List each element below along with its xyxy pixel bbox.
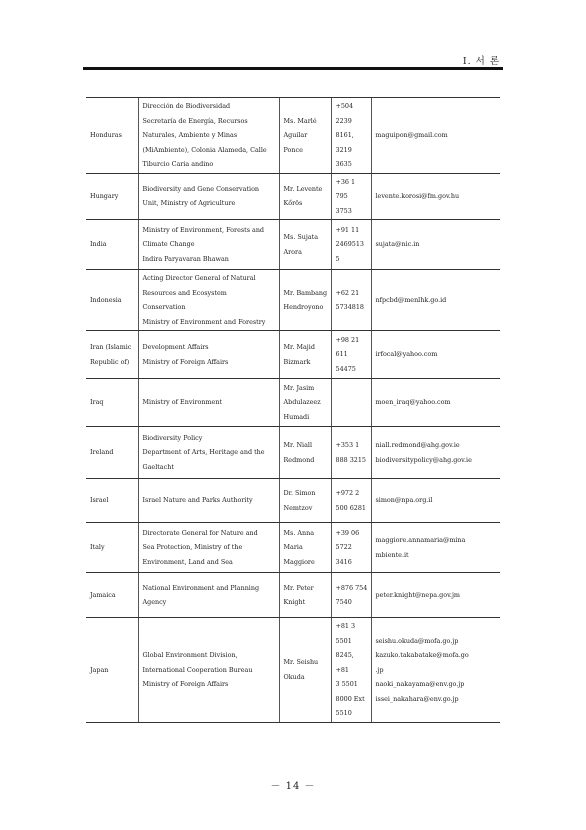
institution-line: Unit, Ministry of Agriculture [142, 199, 236, 208]
email-line: maggiore.annamaria@mina [375, 536, 466, 544]
email-cell [371, 427, 500, 479]
contact-name-cell [279, 331, 331, 379]
email-line: irfocal@yahoo.com [375, 350, 438, 359]
institution-line: Department of Arts, Heritage and the [142, 448, 265, 457]
institution-line: Resources and Ecosystem [142, 288, 227, 297]
email-line: nfpcbd@menlhk.go.id [375, 295, 447, 304]
phone-line: 7540 [335, 598, 352, 606]
phone-line: +39 06 [335, 528, 360, 537]
contact-name-cell [279, 379, 331, 427]
institution-line: National Environment and Planning [142, 583, 260, 592]
chapter-header: I. 서 론 [462, 56, 500, 67]
email-cell [371, 270, 500, 331]
phone-line: +876 754 [335, 583, 368, 592]
contact-name-line: Hendroyono [283, 303, 324, 311]
contact-name-line: Ms. Marlé [283, 116, 317, 125]
email-cell [371, 479, 500, 523]
phone-cell [331, 573, 371, 618]
contact-name-line: Abdulazeez [283, 398, 321, 407]
phone-line: 8000 Ext [335, 694, 365, 703]
email-line: levente.korosi@fm.gov.hu [375, 192, 460, 200]
institution-line: Ministry of Environment [142, 398, 223, 407]
country-cell: Italy [86, 523, 138, 573]
institution-cell [138, 98, 279, 174]
contact-name-line: Ms. Sujata [283, 233, 319, 241]
email-line: maguipon@gmail.com [375, 131, 448, 139]
phone-line: +98 21 [335, 335, 360, 344]
table-row [86, 270, 500, 331]
header-rule [83, 67, 503, 70]
email-cell [371, 618, 500, 723]
institution-cell [138, 173, 279, 220]
contact-name-cell [279, 98, 331, 174]
institution-line: Ministry of Environment, Forests and [142, 225, 265, 234]
country-line: Iran (Islamic [90, 343, 132, 351]
country-line: Republic of) [90, 357, 130, 366]
email-line: sujata@nic.in [375, 240, 420, 249]
institution-line: Development Affairs [142, 343, 209, 351]
contact-name-line: Ponce [283, 145, 303, 154]
email-cell [371, 220, 500, 270]
phone-line: 5734818 [335, 303, 364, 311]
phone-line: 24695135 [335, 240, 364, 263]
institution-line: Israel Nature and Parks Authority [142, 496, 253, 505]
institution-line: Ministry of Foreign Affairs [142, 680, 229, 688]
phone-line: 5501 [335, 636, 352, 645]
institution-line: Sea Protection, Ministry of the [142, 543, 243, 552]
institution-line: Secretaría de Energía, Recursos [142, 116, 248, 125]
email-cell [371, 173, 500, 220]
email-cell [371, 523, 500, 573]
contact-name-cell [279, 618, 331, 723]
contact-name-line: Mr. Seishu [283, 658, 319, 667]
phone-cell [331, 98, 371, 174]
table-row [86, 98, 500, 174]
phone-line: 3219 3635 [335, 145, 352, 168]
phone-line: +972 2 [335, 489, 360, 497]
institution-cell [138, 220, 279, 270]
table-row [86, 427, 500, 479]
phone-line: 5510 [335, 709, 352, 717]
contact-name-line: Maggiore [283, 557, 315, 566]
institution-cell [138, 379, 279, 427]
contact-name-line: Arora [283, 247, 302, 256]
contact-name-line: Nemtzov [283, 503, 313, 512]
phone-cell [331, 427, 371, 479]
country-cell: Indonesia [86, 270, 138, 331]
institution-line: International Cooperation Bureau [142, 665, 253, 674]
contact-name-cell [279, 427, 331, 479]
institution-line: Directorate General for Nature and [142, 528, 258, 537]
country-cell: Japan [86, 618, 138, 723]
phone-line: 8245, +81 [335, 651, 354, 674]
table-row [86, 331, 500, 379]
email-line: moen_iraq@yahoo.com [375, 398, 451, 407]
contact-name-line: Aguilar [283, 131, 308, 139]
institution-line: Conservation [142, 303, 186, 311]
contact-name-line: Mr. Levente [283, 184, 323, 193]
contact-name-line: Mr. Niall [283, 441, 312, 449]
contact-name-cell [279, 173, 331, 220]
phone-line: 3 5501 [335, 680, 358, 688]
institution-cell [138, 331, 279, 379]
institution-cell [138, 270, 279, 331]
phone-cell [331, 331, 371, 379]
institution-line: Environment, Land and Sea [142, 557, 233, 566]
institution-line: Ministry of Foreign Affairs [142, 357, 229, 366]
email-line: naoki_nakayama@env.go.jp [375, 680, 465, 688]
phone-line: 888 3215 [335, 455, 366, 464]
contact-name-line: Mr. Jasim [283, 383, 315, 392]
institution-cell [138, 479, 279, 523]
institution-line: Dirección de Biodiversidad [142, 102, 231, 110]
institution-cell [138, 573, 279, 618]
institution-line: Gaeltacht [142, 462, 174, 471]
contacts-table [86, 97, 500, 723]
phone-line: 611 54475 [335, 350, 356, 373]
institution-line: Agency [142, 598, 167, 606]
phone-line: +353 1 [335, 441, 360, 449]
phone-line: 3753 [335, 206, 352, 215]
table-row [86, 479, 500, 523]
email-line: issei_nakahara@env.go.jp [375, 694, 459, 703]
institution-cell [138, 427, 279, 479]
table-row [86, 618, 500, 723]
phone-cell [331, 479, 371, 523]
country-cell: Hungary [86, 173, 138, 220]
institution-line: Biodiversity Policy [142, 433, 203, 442]
contact-name-cell [279, 479, 331, 523]
country-cell [86, 331, 138, 379]
table-row [86, 573, 500, 618]
contact-name-cell [279, 523, 331, 573]
institution-line: Indira Paryavaran Bhawan [142, 254, 229, 263]
phone-cell [331, 270, 371, 331]
email-line: niall.redmond@ahg.gov.ie [375, 441, 460, 449]
contact-name-cell [279, 270, 331, 331]
phone-line: +81 3 [335, 622, 356, 630]
contact-name-cell [279, 220, 331, 270]
table-row [86, 220, 500, 270]
country-cell: Iraq [86, 379, 138, 427]
institution-cell [138, 523, 279, 573]
country-cell: Israel [86, 479, 138, 523]
contact-name-line: Redmond [283, 455, 315, 464]
institution-line: Biodiversity and Gene Conservation [142, 184, 260, 193]
institution-line: Global Environment Division, [142, 651, 238, 659]
phone-line: 5722 3416 [335, 543, 352, 566]
contact-name-line: Mr. Bambang [283, 288, 328, 297]
email-line: simon@npa.org.il [375, 496, 433, 505]
contact-name-line: Bizmark [283, 357, 311, 366]
contact-name-line: Okuda [283, 672, 305, 681]
phone-line: +62 21 [335, 288, 360, 297]
email-cell [371, 331, 500, 379]
country-cell: Ireland [86, 427, 138, 479]
country-cell: India [86, 220, 138, 270]
institution-line: Climate Change [142, 240, 195, 249]
phone-line: 8161, [335, 131, 354, 139]
phone-line: +36 1 795 [335, 177, 356, 200]
institution-line: (MiAmbiente), Colonia Alameda, Calle [142, 145, 267, 154]
contacts-table-body [86, 98, 500, 723]
phone-cell [331, 220, 371, 270]
phone-line: +91 11 [335, 225, 360, 234]
country-cell: Honduras [86, 98, 138, 174]
contact-name-line: Dr. Simon [283, 489, 316, 497]
contact-name-line: Humadi [283, 412, 310, 421]
email-line: .jp [375, 665, 384, 674]
email-line: biodiversitypolicy@ahg.gov.ie [375, 455, 472, 464]
contact-name-line: Ms. Anna [283, 528, 315, 537]
phone-cell [331, 618, 371, 723]
contact-name-line: Mr. Majid [283, 343, 315, 351]
phone-line: 500 6281 [335, 503, 366, 512]
contact-name-line: Maria [283, 543, 303, 552]
contact-name-line: Knight [283, 598, 306, 606]
email-cell [371, 573, 500, 618]
institution-line: Naturales, Ambiente y Minas [142, 131, 238, 139]
table-row [86, 173, 500, 220]
phone-cell [331, 173, 371, 220]
email-line: seishu.okuda@mofa.go.jp [375, 636, 459, 645]
institution-cell [138, 618, 279, 723]
email-cell [371, 379, 500, 427]
email-cell [371, 98, 500, 174]
page-number: － 14 － [270, 781, 316, 792]
table-row [86, 523, 500, 573]
email-line: mbiente.it [375, 550, 409, 559]
contact-name-cell [279, 573, 331, 618]
contact-name-line: Kőrös [283, 199, 303, 208]
email-line: peter.knight@nepa.gov.jm [375, 590, 460, 599]
contact-name-line: Mr. Peter [283, 583, 314, 592]
email-line: kazuko.takabatake@mofa.go [375, 651, 469, 659]
institution-line: Ministry of Environment and Forestry [142, 317, 266, 326]
phone-cell [331, 523, 371, 573]
institution-line: Acting Director General of Natural [142, 274, 256, 282]
phone-line: +504 2239 [335, 102, 354, 125]
phone-cell [331, 379, 371, 427]
institution-line: Tiburcio Caria andino [142, 160, 214, 168]
table-row [86, 379, 500, 427]
country-cell: Jamaica [86, 573, 138, 618]
